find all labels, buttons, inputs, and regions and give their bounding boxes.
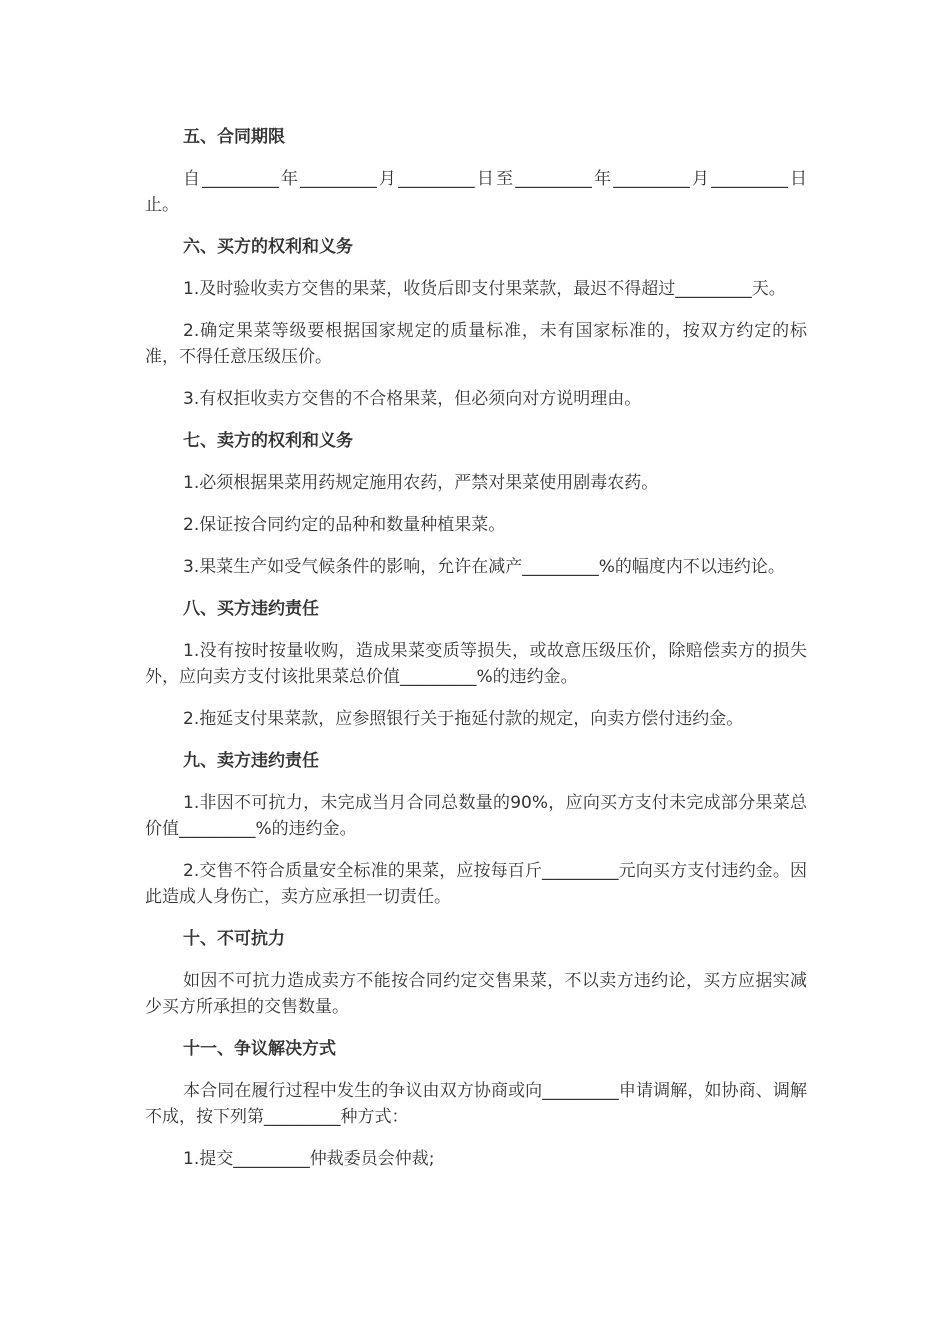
section-heading-seller-breach: 九、卖方违约责任: [183, 751, 319, 771]
paragraph-seller-rights-3: 3.果菜生产如受气候条件的影响，允许在减产_________%的幅度内不以违约论。: [183, 557, 785, 577]
document-body: [145, 124, 807, 1188]
paragraph-seller-breach-1: 1.非因不可抗力，未完成当月合同总数量的90%，应向买方支付未完成部分果菜总价值_________%的违约金。: [145, 793, 807, 839]
paragraph-force-majeure: 如因不可抗力造成卖方不能按合同约定交售果菜，不以卖方违约论，买方应据实减少买方所承担的交售数量。: [145, 971, 807, 1017]
section-heading-force-majeure: 十、不可抗力: [183, 929, 285, 949]
section-heading-seller-rights: 七、卖方的权利和义务: [183, 431, 353, 451]
paragraph-buyer-breach-1: 1.没有按时按量收购，造成果菜变质等损失，或故意压级压价，除赔偿卖方的损失外，应向卖方支付该批果菜总价值_________%的违约金。: [145, 641, 807, 687]
paragraph-contract-term-dates: 自_________年_________月_________日至_________年_________月_________日止。: [145, 169, 807, 215]
paragraph-seller-rights-1: 1.必须根据果菜用药规定施用农药，严禁对果菜使用剧毒农药。: [183, 473, 659, 493]
section-heading-buyer-breach: 八、买方违约责任: [183, 599, 319, 619]
section-heading-dispute-resolution: 十一、争议解决方式: [183, 1039, 336, 1059]
paragraph-dispute-arbitration: 1.提交_________仲裁委员会仲裁;: [183, 1149, 435, 1169]
paragraph-buyer-rights-1: 1.及时验收卖方交售的果菜，收货后即支付果菜款，最迟不得超过_________天。: [183, 279, 786, 299]
paragraph-buyer-rights-2: 2.确定果菜等级要根据国家规定的质量标准，未有国家标准的，按双方约定的标准，不得任意压级压价。: [145, 321, 807, 367]
paragraph-seller-breach-2: 2.交售不符合质量安全标准的果菜，应按每百斤_________元向买方支付违约金。因此造成人身伤亡，卖方应承担一切责任。: [145, 861, 807, 907]
paragraph-buyer-rights-3: 3.有权拒收卖方交售的不合格果菜，但必须向对方说明理由。: [183, 389, 642, 409]
paragraph-seller-rights-2: 2.保证按合同约定的品种和数量种植果菜。: [183, 515, 506, 535]
paragraph-dispute-resolution: 本合同在履行过程中发生的争议由双方协商或向_________申请调解，如协商、调解不成，按下列第_________种方式：: [145, 1081, 807, 1127]
section-heading-contract-term: 五、合同期限: [183, 127, 285, 147]
paragraph-buyer-breach-2: 2.拖延支付果菜款，应参照银行关于拖延付款的规定，向卖方偿付违约金。: [183, 709, 744, 729]
section-heading-buyer-rights: 六、买方的权利和义务: [183, 237, 353, 257]
